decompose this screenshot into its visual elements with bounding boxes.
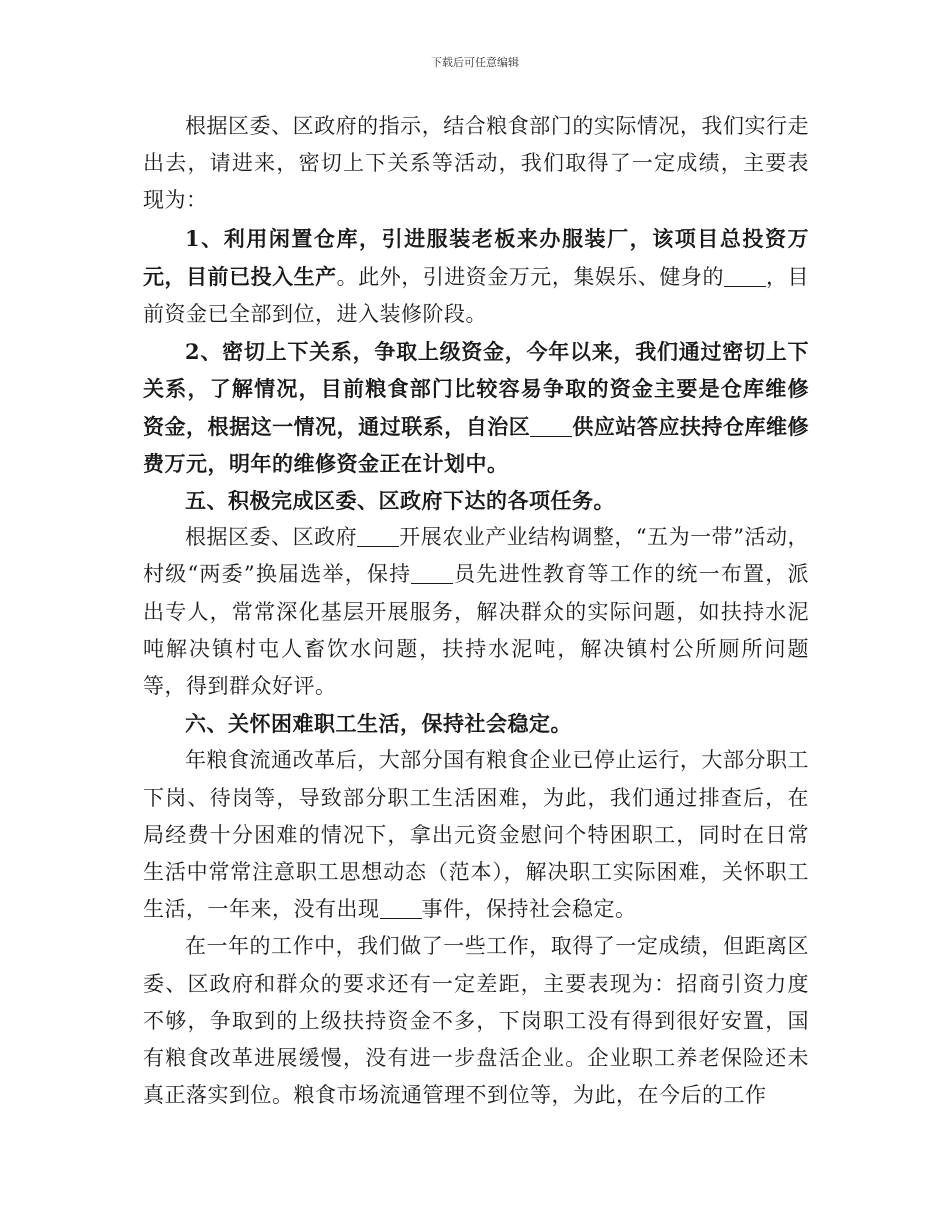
paragraph-item-2 <box>143 333 809 482</box>
paragraph-summary-text: 在一年的工作中，我们做了一些工作，取得了一定成绩，但距离区委、区政府和群众的要求还有一定差距，主要表现为：招商引资力度不够，争取到的上级扶持资金不多，下岗职工没有得到很好安置，国有粮食改革进展缓慢，没有进一步盘活企业。企业职工养老保险还未真正落实到位。粮食市场流通管理不到位等，为此，在今后的工作 <box>143 934 809 1108</box>
paragraph-item-1-bold: 1、利用闲置仓库，引进服装老板来办服装厂，该项目总投资万元，目前已投入生产 <box>143 225 809 289</box>
paragraph-item-1-text-a: 。此外，引进资金万元，集娱乐、健身的 <box>336 264 724 289</box>
page-header: 下载后可任意编辑 <box>431 56 519 69</box>
section-heading-5 <box>143 482 809 519</box>
blank-underline <box>411 562 453 584</box>
section-heading-5-text: 五、积极完成区委、区政府下达的各项任务。 <box>185 488 615 514</box>
paragraph-intro-text: 根据区委、区政府的指示，结合粮食部门的实际情况，我们实行走出去，请进来，密切上下关系等活动，我们取得了一定成绩，主要表现为： <box>143 114 809 213</box>
section-heading-6-text: 六、关怀困难职工生活，保持社会稳定。 <box>185 711 572 737</box>
paragraph-section-6 <box>143 742 809 928</box>
paragraph-item-1 <box>143 220 809 334</box>
paragraph-intro <box>143 108 809 220</box>
blank-underline <box>380 897 422 919</box>
blank-underline <box>530 415 572 437</box>
paragraph-section-5-text-c: 员先进性教育等工作的统一布置，派出专人，常常深化基层开展服务，解决群众的实际问题，如扶持水泥吨解决镇村屯人畜饮水问题，扶持水泥吨，解决镇村公所厕所问题等，得到群众好评。 <box>143 562 809 699</box>
paragraph-summary <box>143 928 809 1114</box>
paragraph-section-6-text-a: 年粮食流通改革后，大部分国有粮食企业已停止运行，大部分职工下岗、待岗等，导致部分职工生活困难，为此，我们通过排查后，在局经费十分困难的情况下，拿出元资金慰问个特困职工，同时在日常生活中常常注意职工思想动态（范本），解决职工实际困难，关怀职工生活，一年来，没有出现 <box>143 748 809 922</box>
paragraph-section-5 <box>143 519 809 705</box>
section-heading-6 <box>143 705 809 742</box>
paragraph-item-2-text-b: 供应站答应扶持仓库维修费万元，明年的维修资金正在计划中。 <box>143 413 810 476</box>
paragraph-section-5-text-a: 根据区委、区政府 <box>185 525 358 550</box>
paragraph-section-5-text-b: 开展农业产业结构调整，“五为一带”活动，村级“两委”换届选举，保持 <box>143 525 809 587</box>
document-body <box>143 108 809 1114</box>
paragraph-item-2-text-a: 2、密切上下关系，争取上级资金，今年以来，我们通过密切上下关系，了解情况，目前粮食部门比较容易争取的资金主要是仓库维修资金，根据这一情况，通过联系，自治区 <box>143 339 809 439</box>
paragraph-section-6-text-b: 事件，保持社会稳定。 <box>421 897 637 922</box>
blank-underline <box>357 525 399 547</box>
blank-underline <box>724 265 766 287</box>
paragraph-item-1-text-b: ，目前资金已全部到位，进入装修阶段。 <box>143 264 810 327</box>
